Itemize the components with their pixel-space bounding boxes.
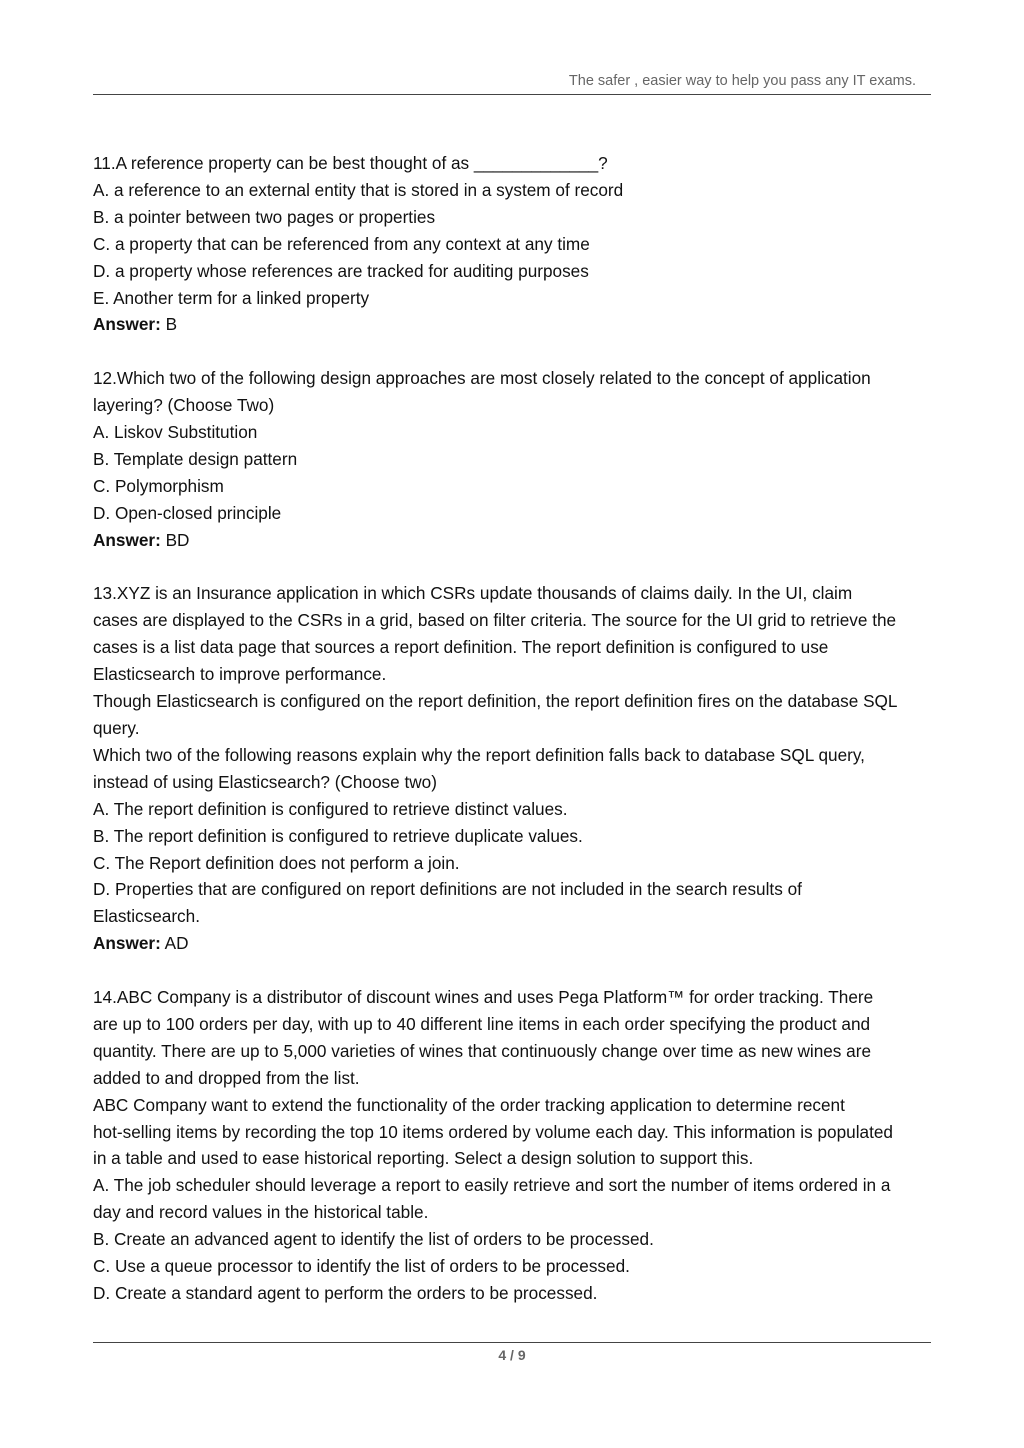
question-text: Though Elasticsearch is configured on the report definition, the report definition fires on the database SQL <box>93 691 898 712</box>
question-text: ABC Company want to extend the functionality of the order tracking application to determine recent <box>93 1094 845 1115</box>
option-d: D. Properties that are configured on report definitions are not included in the search results of <box>93 879 802 900</box>
question-14 <box>93 984 934 1307</box>
question-text: 11.A reference property can be best thought of as _____________? <box>93 153 608 173</box>
option-d: Elasticsearch. <box>93 906 200 927</box>
option-e: E. Another term for a linked property <box>93 287 370 308</box>
option-c: C. The Report definition does not perform a join. <box>93 852 460 873</box>
answer <box>93 527 934 554</box>
answer-label: Answer: <box>93 933 161 954</box>
answer <box>93 930 934 957</box>
option-b: B. Template design pattern <box>93 448 298 469</box>
answer-value: B <box>160 314 178 335</box>
question-text: cases are displayed to the CSRs in a grid, based on filter criteria. The source for the UI grid to retrieve the <box>93 610 897 631</box>
option-b: B. a pointer between two pages or properties <box>93 206 436 227</box>
option-c: C. a property that can be referenced from any context at any time <box>93 233 590 254</box>
question-text: 12.Which two of the following design approaches are most closely related to the concept of application <box>93 368 871 389</box>
question-text: hot-selling items by recording the top 10 items ordered by volume each day. This information is populated <box>93 1121 893 1142</box>
answer-label: Answer: <box>93 529 161 550</box>
document-body <box>93 150 934 1334</box>
answer-label: Answer: <box>93 314 161 335</box>
question-text: 14.ABC Company is a distributor of discount wines and uses Pega Platform™ for order tracking. There <box>93 987 874 1008</box>
page-footer <box>93 1342 931 1363</box>
question-text: layering? (Choose Two) <box>93 395 275 416</box>
question-11 <box>93 150 934 338</box>
option-a: A. a reference to an external entity that is stored in a system of record <box>93 179 624 200</box>
option-c: C. Use a queue processor to identify the list of orders to be processed. <box>93 1256 630 1277</box>
question-text: instead of using Elasticsearch? (Choose two) <box>93 771 437 792</box>
option-c: C. Polymorphism <box>93 475 224 496</box>
question-text: cases is a list data page that sources a report definition. The report definition is configured to use <box>93 637 829 658</box>
page-number: 4 / 9 <box>498 1347 526 1363</box>
question-text: Elasticsearch to improve performance. <box>93 664 387 685</box>
option-b: B. Create an advanced agent to identify the list of orders to be processed. <box>93 1229 654 1250</box>
option-a: A. The job scheduler should leverage a report to easily retrieve and sort the number of items ordered in a <box>93 1175 891 1196</box>
answer-value: BD <box>160 529 190 550</box>
answer-value: AD <box>160 933 189 954</box>
option-d: D. a property whose references are tracked for auditing purposes <box>93 260 589 281</box>
option-d: D. Create a standard agent to perform the orders to be processed. <box>93 1283 598 1304</box>
option-d: D. Open-closed principle <box>93 502 282 523</box>
question-13 <box>93 580 934 957</box>
question-text: are up to 100 orders per day, with up to 40 different line items in each order specifying the product and <box>93 1013 871 1034</box>
question-text: added to and dropped from the list. <box>93 1067 360 1088</box>
question-text: quantity. There are up to 5,000 varieties of wines that continuously change over time as new wines are <box>93 1040 872 1061</box>
header-tagline: The safer , easier way to help you pass any IT exams. <box>568 73 916 89</box>
page-header <box>93 70 931 95</box>
question-12 <box>93 365 934 553</box>
option-a: A. Liskov Substitution <box>93 422 258 443</box>
option-b: B. The report definition is configured to retrieve duplicate values. <box>93 825 583 846</box>
question-text: Which two of the following reasons explain why the report definition falls back to database SQL query, <box>93 744 865 765</box>
option-a: A. The report definition is configured to retrieve distinct values. <box>93 798 568 819</box>
question-text: 13.XYZ is an Insurance application in which CSRs update thousands of claims daily. In the UI, claim <box>93 583 853 604</box>
option-a: day and record values in the historical table. <box>93 1202 429 1223</box>
answer <box>93 311 934 338</box>
question-text: in a table and used to ease historical reporting. Select a design solution to support this. <box>93 1148 754 1169</box>
question-text: query. <box>93 718 140 738</box>
